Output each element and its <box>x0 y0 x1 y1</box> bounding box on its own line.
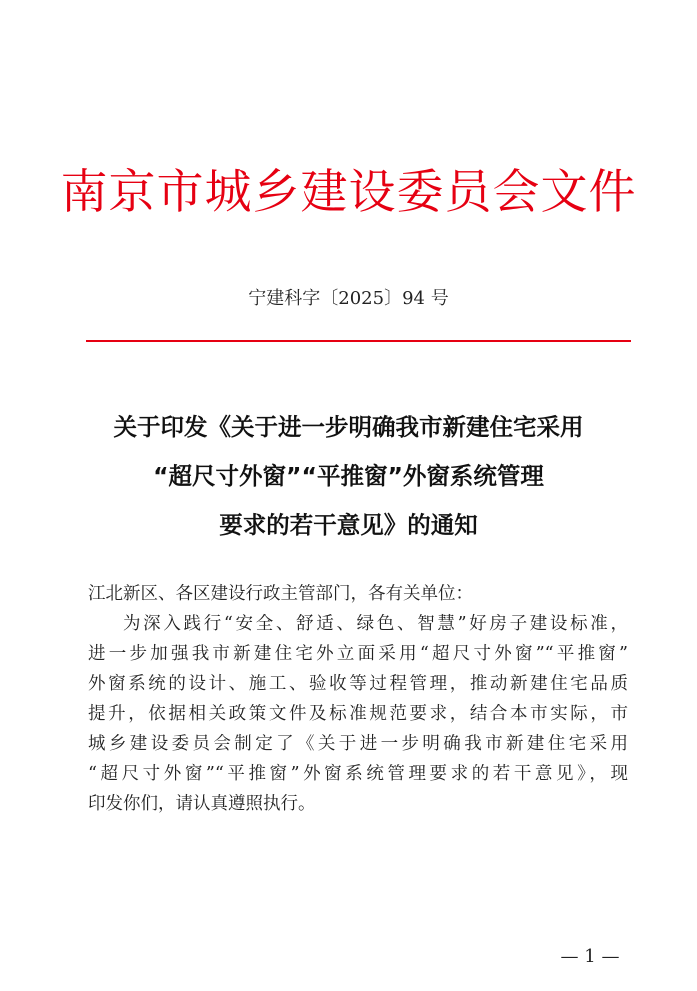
addressee: 江北新区、各区建设行政主管部门，各有关单位： <box>88 584 473 604</box>
paragraph-line: 提升，依据相关政策文件及标准规范要求，结合本市实际，市 <box>88 704 628 724</box>
paragraph-line: 进一步加强我市新建住宅外立面采用“超尺寸外窗”“平推窗” <box>88 644 628 664</box>
issuer-title: 南京市城乡建设委员会文件 <box>60 165 637 220</box>
paragraph-line: “超尺寸外窗”“平推窗”外窗系统管理要求的若干意见》，现 <box>88 764 628 784</box>
paragraph-line: 印发你们，请认真遵照执行。 <box>88 794 316 814</box>
document-number: 宁建科字〔2025〕94 号 <box>248 288 449 309</box>
red-divider-line <box>86 340 631 342</box>
paragraph-line: 城乡建设委员会制定了《关于进一步明确我市新建住宅采用 <box>88 734 628 754</box>
page-number: — 1 — <box>560 946 620 967</box>
paragraph-line: 外窗系统的设计、施工、验收等过程管理，推动新建住宅品质 <box>88 674 628 694</box>
body-text <box>88 579 628 819</box>
notice-title-line: 关于印发《关于进一步明确我市新建住宅采用 <box>113 413 584 441</box>
notice-title-line: 要求的若干意见》的通知 <box>219 511 478 539</box>
notice-title-line: “超尺寸外窗”“平推窗”外窗系统管理 <box>153 462 544 490</box>
notice-title <box>60 403 637 550</box>
paragraph-line: 为深入践行“安全、舒适、绿色、智慧”好房子建设标准， <box>123 614 628 634</box>
